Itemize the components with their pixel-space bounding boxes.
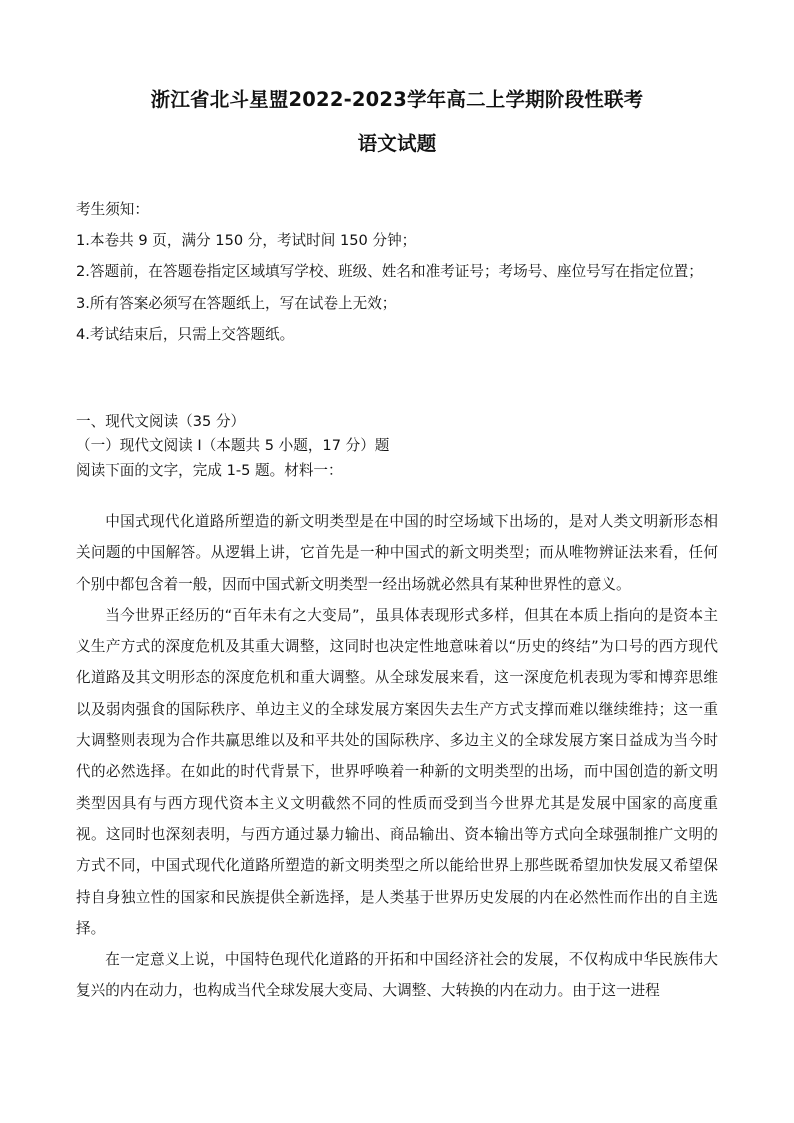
exam-title: 浙江省北斗星盟2022-2023学年高二上学期阶段性联考 <box>150 88 644 111</box>
notice-item: 4.考试结束后，只需上交答题纸。 <box>76 325 295 343</box>
material-paragraph: 当今世界正经历的“百年未有之大变局”，虽具体表现形式多样，但其在本质上指向的是资本主义生产方式的深度危机及其重大调整，这同时也决定性地意味着以“历史的终结”为口号的西方现代化道路及其文明形态的深度危机和重大调整。从全球发展来看，这一深度危机表现为零和博弈思维以及弱肉强食的国际秩序、单边主义的全球发展方案因失去生产方式支撑而难以继续维持；这一重大调整则表现为合作共赢思维以及和平共处的国际秩序、多边主义的全球发展方案日益成为当今时代的必然选择。在如此的时代背景下，世界呼唤着一种新的文明类型的出场，而中国创造的新文明类型因具有与西方现代资本主义文明截然不同的性质而受到当今世界尤其是发展中国家的高度重视。这同时也深刻表明，与西方通过暴力输出、商品输出、资本输出等方式向全球强制推广文明的方式不同，中国式现代化道路所塑造的新文明类型之所以能给世界上那些既希望加快发展又希望保持自身独立性的国家和民族提供全新选择，是人类基于世界历史发展的内在必然性而作出的自主选择。 <box>76 606 718 937</box>
material-paragraph: 中国式现代化道路所塑造的新文明类型是在中国的时空场域下出场的，是对人类文明新形态相关问题的中国解答。从逻辑上讲，它首先是一种中国式的新文明类型；而从唯物辨证法来看，任何个别中都包含着一般，因而中国式新文明类型一经出场就必然具有某种世界性的意义。 <box>76 513 718 593</box>
material-paragraph: 在一定意义上说，中国特色现代化道路的开拓和中国经济社会的发展，不仅构成中华民族伟大复兴的内在动力，也构成当代全球发展大变局、大调整、大转换的内在动力。由于这一进程 <box>76 951 718 1000</box>
notice-heading: 考生须知： <box>76 201 149 218</box>
notice-item: 2.答题前，在答题卷指定区域填写学校、班级、姓名和准考证号；考场号、座位号写在指定位置； <box>76 263 703 281</box>
section-header <box>76 410 718 483</box>
notice-item: 1.本卷共 9 页，满分 150 分，考试时间 150 分钟； <box>76 232 417 250</box>
section-instruction: 阅读下面的文字，完成 1-5 题。材料一： <box>76 461 343 479</box>
exam-subtitle: 语文试题 <box>357 132 437 155</box>
section-subheading: （一）现代文阅读 I（本题共 5 小题，17 分）题 <box>76 437 390 455</box>
candidate-notice <box>76 194 718 350</box>
notice-item: 3.所有答案必须写在答题纸上，写在试卷上无效； <box>76 294 397 312</box>
section-heading: 一、现代文阅读（35 分） <box>76 413 246 430</box>
reading-material <box>76 506 718 1069</box>
